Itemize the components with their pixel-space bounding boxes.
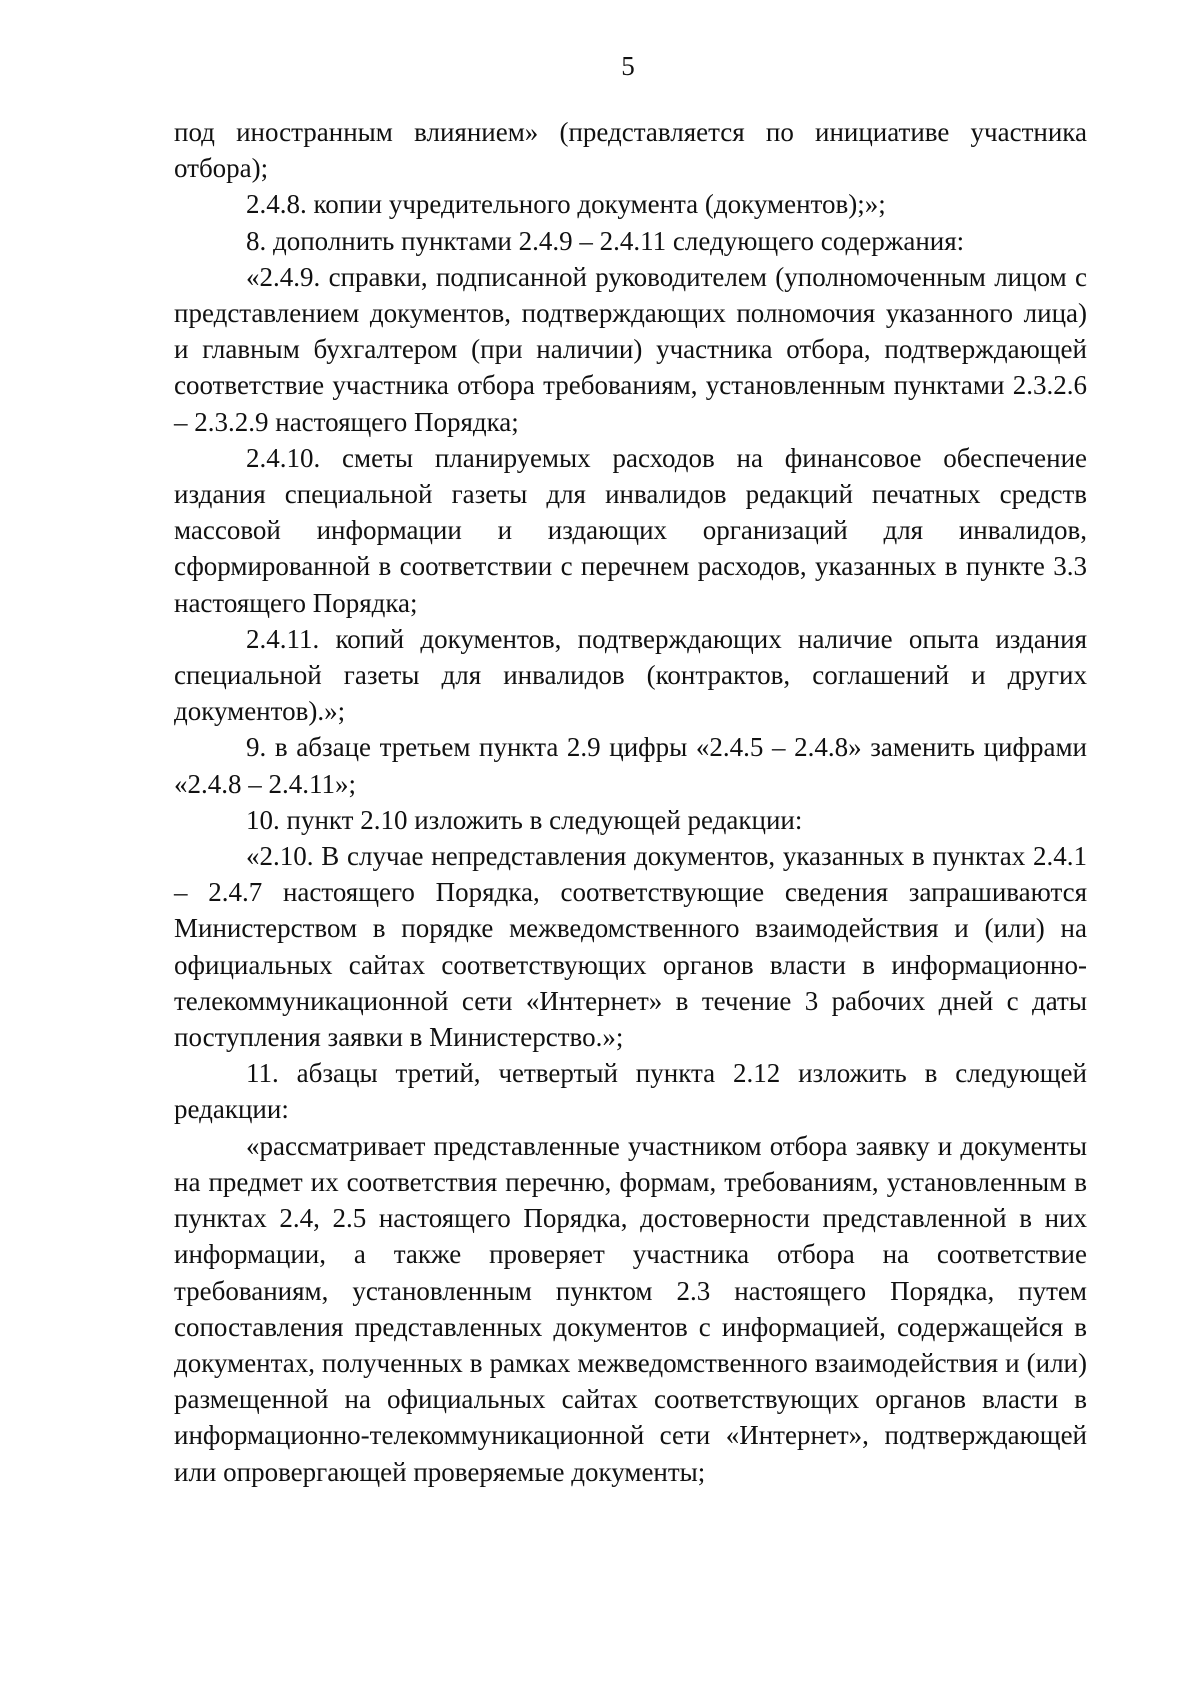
paragraph-1: под иностранным влиянием» (представляется по инициативе участника отбора); [174, 117, 1087, 184]
paragraph-11: «рассматривает представленные участником отбора заявку и документы на предмет их соответствия перечню, формам, требованиям, установленным в пунктах 2.4, 2.5 настоящего Порядка, достоверности представленной в них информации, а также проверяет участника отбора на соответствие требованиям, установленным пунктом 2.3 настоящего Порядка, путем сопоставления представленных документов с информацией, содержащейся в документах, полученных в рамках межведомственного взаимодействия и (или) размещенной на официальных сайтах соответствующих органов власти в информационно-телекоммуникационной сети «Интернет», подтверждающей или опровергающей проверяемые документы; [174, 1130, 1087, 1487]
paragraph-2: 2.4.8. копии учредительного документа (документов);»; [246, 189, 886, 220]
paragraph-4: «2.4.9. справки, подписанной руководителем (уполномоченным лицом с представлением документов, подтверждающих полномочия указанного лица) и главным бухгалтером (при наличии) участника отбора, подтверждающей соответствие участника отбора требованиям, установленным пунктами 2.3.2.6 – 2.3.2.9 настоящего Порядка; [174, 261, 1087, 437]
paragraph-5: 2.4.10. сметы планируемых расходов на финансовое обеспечение издания специальной газеты для инвалидов редакций печатных средств массовой информации и издающих организаций для инвалидов, сформированной в соответствии с перечнем расходов, указанных в пункте 3.3 настоящего Порядка; [174, 442, 1087, 618]
paragraph-6: 2.4.11. копий документов, подтверждающих наличие опыта издания специальной газеты для инвалидов (контрактов, соглашений и других документов).»; [174, 623, 1087, 727]
document-body [174, 114, 1087, 1490]
paragraph-3: 8. дополнить пунктами 2.4.9 – 2.4.11 следующего содержания: [246, 225, 965, 256]
paragraph-10: 11. абзацы третий, четвертый пункта 2.12 изложить в следующей редакции: [174, 1058, 1087, 1125]
page-number: 5 [621, 51, 635, 81]
paragraph-8: 10. пункт 2.10 изложить в следующей редакции: [246, 804, 803, 835]
paragraph-7: 9. в абзаце третьем пункта 2.9 цифры «2.4.5 – 2.4.8» заменить цифрами «2.4.8 – 2.4.11»; [174, 732, 1087, 799]
paragraph-9: «2.10. В случае непредставления документов, указанных в пунктах 2.4.1 – 2.4.7 настоящего Порядка, соответствующие сведения запрашиваются Министерством в порядке межведомственного взаимодействия и (или) на официальных сайтах соответствующих органов власти в информационно-телекоммуникационной сети «Интернет» в течение 3 рабочих дней с даты поступления заявки в Министерство.»; [174, 841, 1087, 1053]
